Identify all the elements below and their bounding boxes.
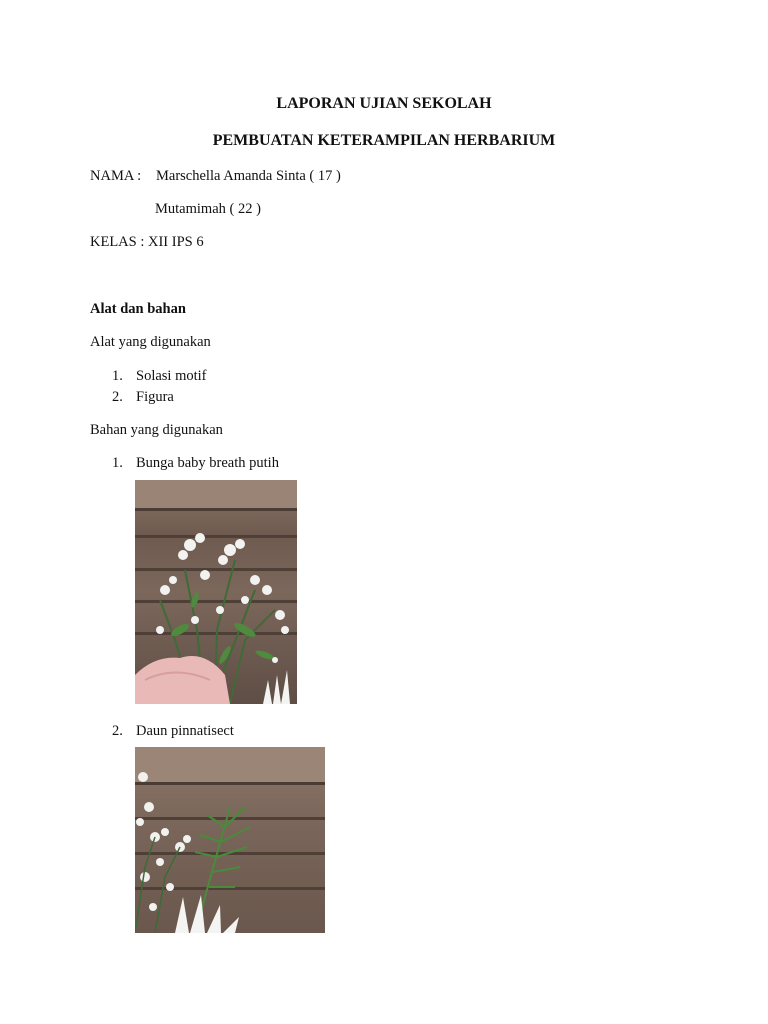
class-line: KELAS : XII IPS 6 — [90, 234, 204, 250]
baby-breath-photo — [135, 480, 297, 704]
material-1-number: 1. — [112, 455, 123, 471]
materials-heading: Bahan yang digunakan — [90, 422, 223, 438]
name-label: NAMA : — [90, 168, 142, 184]
material-2-text: Daun pinnatisect — [136, 723, 234, 739]
tool-2-text: Figura — [136, 389, 174, 405]
report-title: LAPORAN UJIAN SEKOLAH — [276, 95, 492, 112]
tool-2-number: 2. — [112, 389, 123, 405]
material-1-text: Bunga baby breath putih — [136, 455, 279, 471]
material-2-number: 2. — [112, 723, 123, 739]
section-heading: Alat dan bahan — [90, 301, 186, 317]
member-2: Mutamimah ( 22 ) — [155, 201, 261, 217]
report-subtitle: PEMBUATAN KETERAMPILAN HERBARIUM — [212, 132, 556, 149]
tool-1-text: Solasi motif — [136, 368, 207, 384]
tools-heading: Alat yang digunakan — [90, 334, 211, 350]
tool-1-number: 1. — [112, 368, 123, 384]
member-1: Marschella Amanda Sinta ( 17 ) — [156, 168, 341, 184]
pinnatisect-leaf-photo — [135, 747, 325, 933]
